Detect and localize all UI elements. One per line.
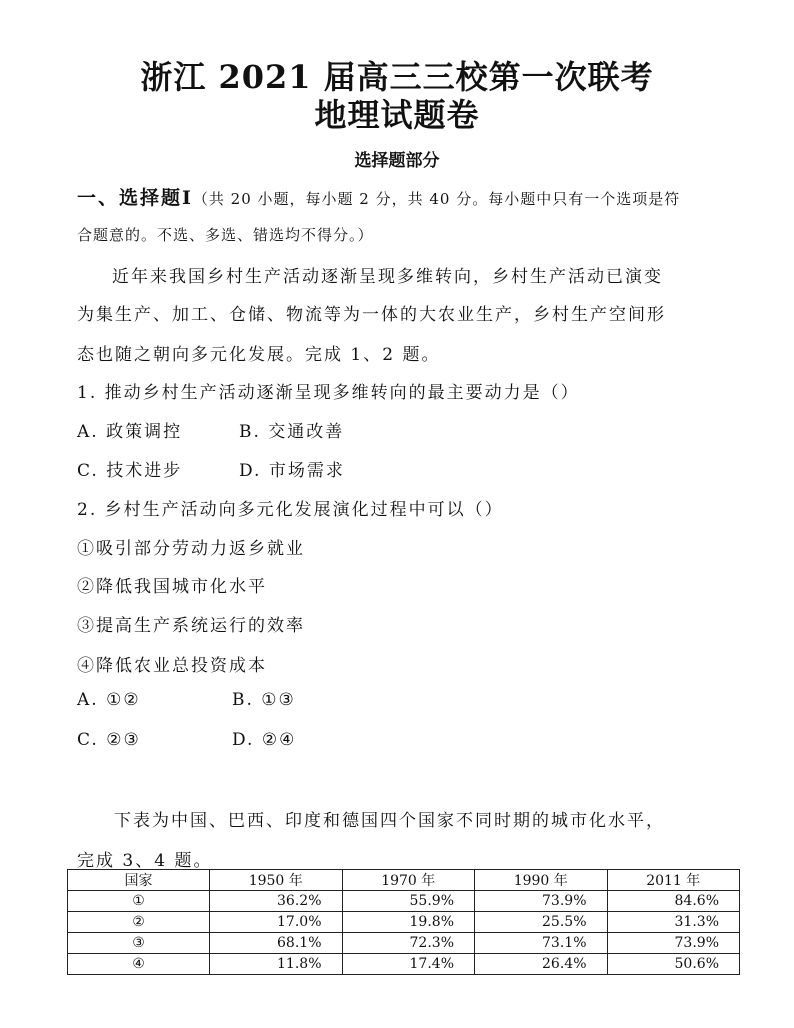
table-cell: 19.8% bbox=[342, 912, 475, 933]
q2-option-c: C. ②③ bbox=[77, 730, 141, 750]
table-cell: 11.8% bbox=[210, 954, 343, 975]
q2-options-row bbox=[77, 690, 296, 710]
q1-option-d: D. 市场需求 bbox=[239, 461, 345, 481]
table-row bbox=[68, 954, 740, 975]
q2-option-d: D. ②④ bbox=[232, 730, 297, 750]
passage2-line: 下表为中国、巴西、印度和德国四个国家不同时期的城市化水平， bbox=[114, 811, 665, 831]
q2-option-b: B. ①③ bbox=[232, 690, 296, 710]
part1-instructions: （共 20 小题，每小题 2 分，共 40 分。每小题中只有一个选项是符 bbox=[192, 190, 681, 208]
table-cell: 31.3% bbox=[607, 912, 740, 933]
part1-instructions-cont: 合题意的。不选、多选、错选均不得分。） bbox=[77, 226, 374, 244]
part1-heading: 一、选择题Ⅰ bbox=[77, 187, 193, 209]
passage1-line: 近年来我国乡村生产活动逐渐呈现多维转向，乡村生产活动已演变 bbox=[112, 267, 663, 287]
q2-option-a: A. ①② bbox=[77, 690, 141, 710]
table-row bbox=[68, 912, 740, 933]
q1-option-b: B. 交通改善 bbox=[239, 422, 345, 442]
q1-option-c: C. 技术进步 bbox=[77, 461, 183, 481]
table-cell: ② bbox=[68, 912, 210, 933]
table-header-cell: 1950 年 bbox=[210, 870, 343, 891]
table-cell: ① bbox=[68, 891, 210, 912]
table-header-row bbox=[68, 870, 740, 891]
q2-item: ②降低我国城市化水平 bbox=[77, 577, 267, 597]
table-row bbox=[68, 891, 740, 912]
table-cell: 84.6% bbox=[607, 891, 740, 912]
q2-item: ④降低农业总投资成本 bbox=[77, 656, 267, 676]
q2-item: ③提高生产系统运行的效率 bbox=[77, 616, 305, 636]
table-cell: ③ bbox=[68, 933, 210, 954]
exam-title: 浙江 2021 届高三三校第一次联考 bbox=[140, 58, 654, 96]
q1-stem: 1. 推动乡村生产活动逐渐呈现多维转向的最主要动力是（） bbox=[77, 383, 580, 403]
section-title: 选择题部分 bbox=[354, 151, 440, 171]
table-cell: 72.3% bbox=[342, 933, 475, 954]
passage2-line: 完成 3、4 题。 bbox=[77, 851, 213, 871]
table-cell: 73.1% bbox=[475, 933, 608, 954]
table-cell: 50.6% bbox=[607, 954, 740, 975]
table-cell: 17.0% bbox=[210, 912, 343, 933]
table-cell: ④ bbox=[68, 954, 210, 975]
passage1-line: 态也随之朝向多元化发展。完成 1、2 题。 bbox=[77, 345, 441, 365]
q2-stem: 2. 乡村生产活动向多元化发展演化过程中可以（） bbox=[77, 500, 504, 520]
table-cell: 25.5% bbox=[475, 912, 608, 933]
table-header-cell: 国家 bbox=[68, 870, 210, 891]
table-cell: 55.9% bbox=[342, 891, 475, 912]
table-cell: 73.9% bbox=[475, 891, 608, 912]
urbanization-table bbox=[67, 869, 740, 975]
table-cell: 26.4% bbox=[475, 954, 608, 975]
table-cell: 36.2% bbox=[210, 891, 343, 912]
q1-options-row bbox=[77, 417, 344, 442]
table-header-cell: 1970 年 bbox=[342, 870, 475, 891]
table-cell: 68.1% bbox=[210, 933, 343, 954]
q1-option-a: A. 政策调控 bbox=[77, 422, 183, 442]
table-header-cell: 2011 年 bbox=[607, 870, 740, 891]
passage1-line: 为集生产、加工、仓储、物流等为一体的大农业生产，乡村生产空间形 bbox=[77, 305, 666, 325]
q2-item: ①吸引部分劳动力返乡就业 bbox=[77, 539, 305, 559]
q1-options-row bbox=[77, 456, 345, 481]
table-cell: 17.4% bbox=[342, 954, 475, 975]
q2-options-row bbox=[77, 730, 296, 750]
table-row bbox=[68, 933, 740, 954]
table-cell: 73.9% bbox=[607, 933, 740, 954]
part1-heading-line bbox=[77, 183, 680, 210]
table-header-cell: 1990 年 bbox=[475, 870, 608, 891]
exam-subtitle: 地理试题卷 bbox=[314, 96, 480, 134]
